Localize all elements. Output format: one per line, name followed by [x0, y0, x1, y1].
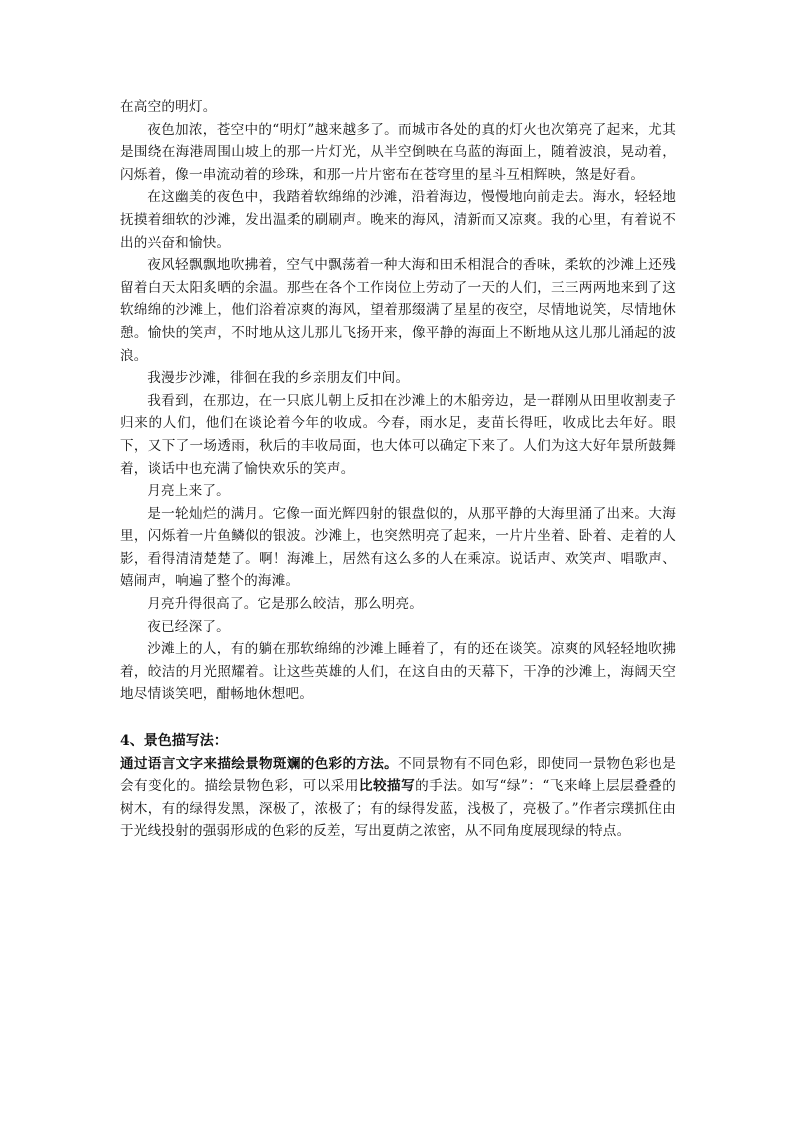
section-text-b: 的手法。如写“绿”：“飞来峰上层层叠叠的树木，有的绿得发黑，深极了，浓极了；有的绿得发蓝，浅极了，亮极了。”作者宗璞抓住由于光线投射的强弱形成的色彩的反差，写出夏荫之浓密，从不同角度展现绿的特点。 [120, 778, 676, 840]
essay-paragraph-8: 月亮升得很高了。它是那么皎洁，那么明亮。 [147, 596, 424, 613]
section-bold-term: 比较描写 [358, 778, 416, 795]
essay-paragraph-5: 我看到，在那边，在一只底儿朝上反扣在沙滩上的木船旁边，是一群刚从田里收割麦子归来的人们，他们在谈论着今年的收成。今春，雨水足，麦苗长得旺，收成比去年好。眼下，又下了一场透雨，秋后的丰收局面，也大体可以确定下来了。人们为这大好年景所鼓舞着，谈话中也充满了愉快欢乐的笑声。 [120, 392, 676, 477]
essay-paragraph-9: 夜已经深了。 [147, 618, 230, 635]
essay-paragraph-10: 沙滩上的人，有的躺在那软绵绵的沙滩上睡着了，有的还在谈笑。凉爽的风轻轻地吹拂着，皎洁的月光照耀着。让这些英雄的人们，在这自由的天幕下，干净的沙滩上，海阔天空地尽情谈笑吧，酣畅地休想吧。 [120, 641, 676, 703]
essay-paragraph-6: 月亮上来了。 [147, 483, 230, 500]
essay-paragraph-3: 夜风轻飘飘地吹拂着，空气中飘荡着一种大海和田禾相混合的香味，柔软的沙滩上还残留着白天太阳炙晒的余温。那些在各个工作岗位上劳动了一天的人们，三三两两地来到了这软绵绵的沙滩上，他们浴着凉爽的海风，望着那缀满了星星的夜空，尽情地说笑，尽情地休憩。愉快的笑声，不时地从这儿那儿飞扬开来，像平静的海面上不断地从这儿那儿涌起的波浪。 [120, 257, 676, 364]
essay-paragraph-2: 在这幽美的夜色中，我踏着软绵绵的沙滩，沿着海边，慢慢地向前走去。海水，轻轻地抚摸着细软的沙滩，发出温柔的刷刷声。晚来的海风，清新而又凉爽。我的心里，有着说不出的兴奋和愉快。 [120, 189, 676, 251]
section-heading: 4、景色描写法： [120, 733, 228, 750]
essay-paragraph-1: 夜色加浓，苍空中的“明灯”越来越多了。而城市各处的真的灯火也次第亮了起来，尤其是围绕在海港周围山坡上的那一片灯光，从半空倒映在乌蓝的海面上，随着波浪，晃动着，闪烁着，像一串流动着的珍珠，和那一片片密布在苍穹里的星斗互相辉映，煞是好看。 [120, 121, 676, 183]
section-text-a: 不同景物有不同色彩，即使同一景物色彩也是会有变化的。描绘景物色彩，可以采用 [120, 755, 677, 795]
essay-paragraph-0: 在高空的明灯。 [120, 99, 217, 115]
section-gap [120, 706, 676, 730]
section-body [120, 753, 676, 843]
essay-paragraph-7: 是一轮灿烂的满月。它像一面光辉四射的银盘似的，从那平静的大海里涌了出来。大海里，闪烁着一片鱼鳞似的银波。沙滩上，也突然明亮了起来，一片片坐着、卧着、走着的人影，看得清清楚楚了。啊！海滩上，居然有这么多的人在乘凉。说话声、欢笑声、唱歌声、嬉闹声，响遍了整个的海滩。 [120, 505, 676, 590]
essay-paragraph-4: 我漫步沙滩，徘徊在我的乡亲朋友们中间。 [147, 370, 410, 387]
document-page [120, 96, 676, 843]
section-bold-intro: 通过语言文字来描绘景物斑斓的色彩的方法。 [120, 755, 399, 772]
